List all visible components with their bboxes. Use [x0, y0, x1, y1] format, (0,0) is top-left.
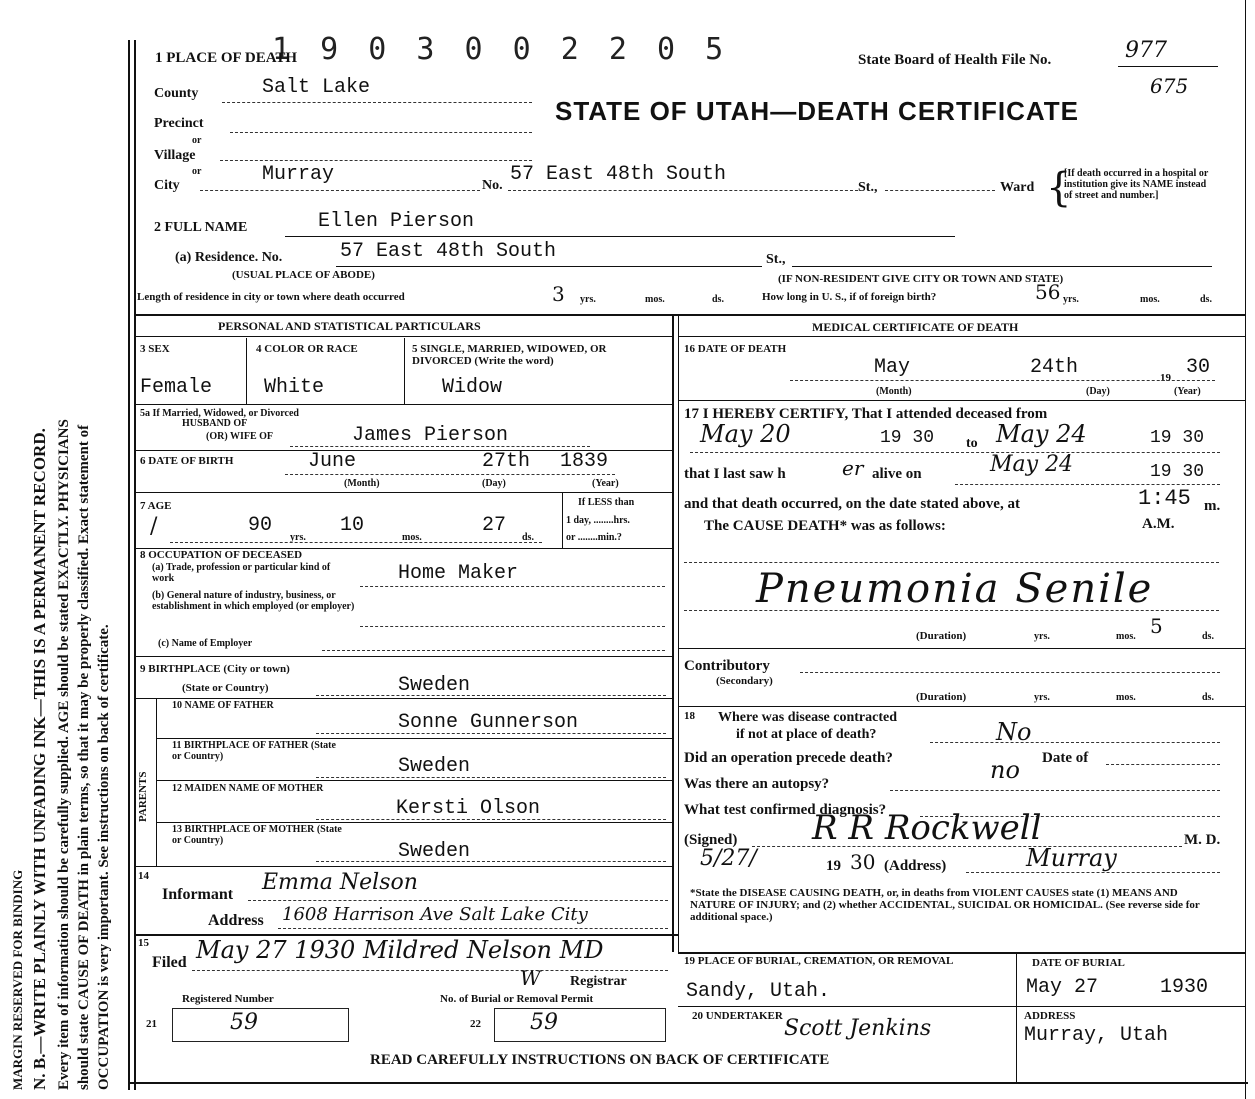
secondary-label: (Secondary)	[716, 675, 773, 687]
informant-address-line	[278, 928, 668, 929]
occupation-a-label: (a) Trade, profession or particular kind of work	[152, 562, 331, 584]
burial-divider	[1016, 952, 1017, 1082]
attended-to-year: 19 30	[1150, 428, 1205, 448]
birthplace-sub-label: (State or Country)	[182, 682, 269, 694]
dod-month: May	[874, 356, 911, 379]
father-birthplace-line	[316, 777, 666, 778]
age-mos-label: mos.	[402, 532, 422, 543]
date-of-death-label: 16 DATE OF DEATH	[684, 343, 787, 355]
ward-label: Ward	[1000, 180, 1035, 195]
undertaker-label: 20 UNDERTAKER	[692, 1010, 783, 1022]
autopsy-label: Was there an autopsy?	[684, 776, 830, 792]
occupation-line	[360, 586, 665, 587]
attended-to: May 24	[996, 420, 1087, 448]
spouse-label-1: 5a If Married, Widowed, or Divorced	[140, 408, 299, 419]
spouse-label-3: (OR) WIFE OF	[206, 431, 274, 442]
undertaker-value: Scott Jenkins	[784, 1016, 932, 1041]
burial-place-value: Sandy, Utah.	[686, 980, 831, 1003]
age-less-divider	[562, 492, 563, 548]
full-name-label: 2 FULL NAME	[154, 220, 248, 235]
last-saw-pronoun: er	[842, 456, 864, 480]
dod-day: 24th	[1030, 356, 1079, 379]
margin-line2: Every item of information should be carefully supplied. AGE should be stated EXACTLY. PHYSICIANS	[56, 419, 72, 1090]
row-rule-7	[156, 738, 672, 739]
color-label: 4 COLOR OR RACE	[256, 343, 358, 355]
age-ds-label: ds.	[522, 532, 534, 543]
place-of-death-label: 1 PLACE OF DEATH	[155, 50, 298, 66]
informant-number: 14	[138, 870, 149, 882]
dob-day: 27th	[482, 450, 531, 473]
father-birthplace-label: 11 BIRTHPLACE OF FATHER (State or Country)	[172, 740, 336, 762]
contrib-duration-label: (Duration)	[916, 691, 967, 703]
undertaker-address-label: ADDRESS	[1024, 1010, 1076, 1022]
certificate-title: STATE OF UTAH—DEATH CERTIFICATE	[555, 96, 1079, 126]
row-rule-9	[156, 822, 672, 823]
abode-note: (USUAL PLACE OF ABODE)	[232, 269, 375, 281]
street-st-label: St.,	[858, 180, 878, 195]
dod-year-prefix: 19	[1160, 372, 1171, 384]
length-ds-label: ds.	[712, 294, 724, 305]
age-months: 10	[340, 514, 365, 537]
precinct-label: Precinct	[154, 116, 204, 131]
dod-year: 30	[1186, 356, 1211, 379]
cause-duration-label: (Duration)	[916, 630, 967, 642]
margin-line4: OCCUPATION is very important. See instructions on back of certificate.	[96, 624, 112, 1090]
registrar-initial: W	[520, 966, 541, 990]
spouse-value: James Pierson	[352, 424, 509, 447]
full-name-value: Ellen Pierson	[318, 210, 475, 233]
father-birthplace-value: Sweden	[398, 755, 471, 778]
dob-label: 6 DATE OF BIRTH	[140, 455, 234, 467]
age-yrs-label: yrs.	[290, 532, 306, 543]
street-value: 57 East 48th South	[510, 163, 727, 186]
burial-date-label: DATE OF BURIAL	[1032, 957, 1125, 969]
page-edge	[1245, 0, 1246, 1099]
informant-label: Informant	[162, 886, 234, 903]
cause-ds-label: ds.	[1202, 631, 1214, 642]
state-file-number-extra: 675	[1150, 74, 1189, 98]
personal-section-title: PERSONAL AND STATISTICAL PARTICULARS	[218, 319, 481, 333]
length-yrs-label: yrs.	[580, 294, 596, 305]
occupation-value: Home Maker	[398, 562, 519, 585]
burial-permit-prefix: 22	[470, 1018, 481, 1030]
burial-permit-label: No. of Burial or Removal Permit	[440, 993, 594, 1005]
filed-value: May 27 1930 Mildred Nelson MD	[196, 936, 604, 964]
column-divider-inner	[678, 314, 679, 952]
form-left-rule-inner	[134, 40, 136, 1090]
sex-label: 3 SEX	[140, 343, 170, 355]
registered-number-prefix: 21	[146, 1018, 157, 1030]
signed-date: 5/27/	[700, 846, 757, 871]
signed-address-value: Murray	[1026, 844, 1117, 872]
county-label: County	[154, 86, 199, 101]
city-label: City	[154, 178, 180, 193]
contributory-label: Contributory	[684, 658, 770, 674]
filed-label: Filed	[152, 954, 187, 971]
md-label: M. D.	[1184, 832, 1221, 848]
spouse-label-2: HUSBAND OF	[182, 418, 248, 429]
burial-place-label: 19 PLACE OF BURIAL, CREMATION, OR REMOVAL	[684, 955, 954, 967]
med-rule-2	[678, 648, 1245, 649]
cause-duration-mos: 5	[1150, 614, 1163, 638]
cause-yrs-label: yrs.	[1034, 631, 1050, 642]
dod-line	[790, 380, 1215, 381]
precinct-line	[230, 132, 532, 133]
autopsy-line	[890, 790, 1220, 791]
file-stamp-number: 1 9 0 3 0 0 2 2 0 5	[272, 32, 730, 67]
ward-line	[885, 190, 995, 191]
parents-divider	[156, 698, 157, 866]
contracted-line	[930, 742, 1220, 743]
dob-year-caption: (Year)	[592, 478, 619, 489]
column-divider	[672, 314, 674, 952]
cause-line-1	[684, 562, 1219, 563]
state-file-line	[1118, 66, 1218, 67]
how-long-in-us-years: 56	[1035, 280, 1061, 304]
state-file-number: 977	[1125, 38, 1167, 63]
burial-permit-value: 59	[530, 1010, 558, 1035]
filed-line	[192, 970, 668, 971]
age-days: 27	[482, 514, 507, 537]
mother-birthplace-line	[316, 861, 666, 862]
test-label: What test confirmed diagnosis?	[684, 802, 887, 818]
contributory-line	[800, 672, 1220, 673]
undertaker-address-value: Murray, Utah	[1024, 1024, 1169, 1047]
registered-number-value: 59	[230, 1010, 258, 1035]
residence-line	[336, 266, 762, 267]
mother-name-label: 12 MAIDEN NAME OF MOTHER	[172, 783, 324, 794]
hospital-note: [If death occurred in a hospital or institution give its NAME instead of street and number.]	[1064, 168, 1209, 201]
cause-mos-label: mos.	[1116, 631, 1136, 642]
burial-date-value: May 27	[1026, 976, 1099, 999]
autopsy-value: no	[990, 756, 1020, 784]
residence-line-2	[792, 266, 1212, 267]
operation-date-line	[1106, 764, 1220, 765]
length-mos-label: mos.	[645, 294, 665, 305]
last-saw-date: May 24	[990, 452, 1074, 477]
less-than-label-1: If LESS than	[578, 497, 635, 508]
attended-line	[690, 452, 1220, 453]
registered-number-box	[172, 1008, 349, 1042]
physician-signature: R R Rockwell	[812, 808, 1042, 848]
residence-value: 57 East 48th South	[340, 240, 557, 263]
contrib-ds-label: ds.	[1202, 692, 1214, 703]
birthplace-value: Sweden	[398, 674, 471, 697]
age-label: 7 AGE	[140, 500, 172, 512]
village-label: Village	[154, 148, 196, 163]
county-line	[222, 102, 532, 103]
parents-label: PARENTS	[137, 771, 149, 822]
us-ds-label: ds.	[1200, 294, 1212, 305]
registrar-label: Registrar	[570, 974, 627, 989]
length-of-residence-years: 3	[552, 282, 565, 306]
employer-line	[322, 650, 665, 651]
informant-address-label: Address	[208, 912, 264, 929]
form-bottom-rule	[128, 1082, 1248, 1084]
attended-to-label: to	[966, 436, 978, 451]
burial-year-value: 1930	[1160, 976, 1209, 999]
birthplace-label: 9 BIRTHPLACE (City or town)	[140, 663, 290, 675]
attended-from-year: 19 30	[880, 428, 935, 448]
death-time-am: A.M.	[1142, 516, 1175, 532]
medical-section-title: MEDICAL CERTIFICATE OF DEATH	[812, 320, 1019, 334]
street-line	[508, 190, 858, 191]
row-rule-3	[134, 492, 672, 493]
contracted-label-1: Where was disease contracted	[718, 710, 897, 725]
color-value: White	[264, 376, 325, 399]
occupation-b-label: (b) General nature of industry, business, or establishment in which employed (or employer)	[152, 590, 355, 612]
us-mos-label: mos.	[1140, 294, 1160, 305]
med-rule-3	[678, 706, 1245, 707]
signed-label: (Signed)	[684, 832, 738, 848]
cause-line-2	[684, 610, 1219, 611]
signed-year-prefix: 19	[826, 858, 841, 874]
father-name-value: Sonne Gunnerson	[398, 711, 579, 734]
occupation-label: 8 OCCUPATION OF DECEASED	[140, 549, 303, 561]
death-time-m: m.	[1204, 498, 1221, 514]
signed-year: 30	[850, 850, 876, 874]
contrib-yrs-label: yrs.	[1034, 692, 1050, 703]
sex-value: Female	[140, 376, 213, 399]
occupation-b-line	[360, 626, 665, 627]
mother-name-value: Kersti Olson	[396, 797, 541, 820]
burial-permit-box	[494, 1008, 666, 1042]
marital-value: Widow	[442, 376, 503, 399]
father-line	[316, 733, 666, 734]
certify-text: 17 I HEREBY CERTIFY, That I attended deceased from	[684, 406, 1048, 422]
last-saw-line	[955, 484, 1220, 485]
row-rule-1	[134, 404, 672, 405]
footer-instructions: READ CAREFULLY INSTRUCTIONS ON BACK OF CERTIFICATE	[370, 1052, 830, 1068]
us-yrs-label: yrs.	[1063, 294, 1079, 305]
mother-line	[316, 819, 666, 820]
marital-label: 5 SINGLE, MARRIED, WIDOWED, OR DIVORCED (Write the word)	[412, 343, 607, 367]
med-rule-5	[678, 1006, 1245, 1007]
signed-address-label: (Address)	[884, 858, 947, 874]
age-years: 90	[248, 514, 273, 537]
death-occurred-text: and that death occurred, on the date stated above, at	[684, 496, 1020, 512]
birthplace-line	[316, 695, 666, 696]
sex-divider	[246, 338, 247, 404]
last-saw-text: that I last saw h	[684, 466, 786, 482]
q18-number: 18	[684, 710, 695, 722]
mother-birthplace-label: 13 BIRTHPLACE OF MOTHER (State or Country)	[172, 824, 342, 846]
row-rule-6	[134, 698, 672, 699]
contrib-mos-label: mos.	[1116, 692, 1136, 703]
dob-year: 1839	[560, 450, 609, 473]
dob-month: June	[308, 450, 357, 473]
less-than-label-2: 1 day, ........hrs.	[566, 515, 630, 526]
medical-title-rule	[678, 336, 1245, 337]
operation-date-label: Date of	[1042, 750, 1089, 766]
informant-line	[248, 900, 668, 901]
row-rule-10	[134, 866, 672, 867]
or-label-2: or	[192, 166, 202, 177]
dod-year-caption: (Year)	[1174, 386, 1201, 397]
street-no-label: No.	[482, 178, 503, 193]
occupation-c-label: (c) Name of Employer	[158, 638, 253, 649]
form-left-rule	[128, 40, 130, 1090]
city-line	[200, 190, 480, 191]
filed-number: 15	[138, 937, 149, 949]
spouse-line	[290, 446, 590, 447]
signature-line	[752, 846, 1182, 847]
row-rule-8	[156, 780, 672, 781]
alive-on-label: alive on	[872, 466, 922, 482]
father-name-label: 10 NAME OF FATHER	[172, 700, 274, 711]
informant-address-value: 1608 Harrison Ave Salt Lake City	[282, 904, 588, 925]
contracted-value: No	[996, 718, 1032, 746]
operation-label: Did an operation precede death?	[684, 750, 893, 766]
city-value: Murray	[262, 163, 335, 186]
dod-month-caption: (Month)	[876, 386, 912, 397]
row-rule-5	[134, 656, 672, 657]
residence-label: (a) Residence. No.	[175, 250, 283, 265]
residence-st-label: St.,	[766, 252, 786, 267]
full-name-line	[285, 236, 955, 237]
informant-value: Emma Nelson	[262, 870, 418, 895]
county-value: Salt Lake	[262, 76, 371, 99]
registered-number-label: Registered Number	[182, 993, 274, 1005]
attended-from: May 20	[700, 420, 791, 448]
dod-day-caption: (Day)	[1086, 386, 1110, 397]
section-rule-top	[134, 314, 1245, 316]
state-file-label: State Board of Health File No.	[858, 52, 1052, 68]
margin-line3: should state CAUSE OF DEATH in plain terms, so that it may be properly classified. Exact statement of	[76, 424, 92, 1090]
contracted-label-2: if not at place of death?	[736, 727, 877, 742]
dob-month-caption: (Month)	[344, 478, 380, 489]
village-line	[220, 160, 532, 161]
cause-value: Pneumonia Senile	[756, 566, 1154, 612]
mother-birthplace-value: Sweden	[398, 840, 471, 863]
how-long-in-us-label: How long in U. S., if of foreign birth?	[762, 291, 937, 303]
cause-instructions-note: *State the DISEASE CAUSING DEATH, or, in deaths from VIOLENT CAUSES state (1) MEANS AND NATURE OF INJURY; and (2) whether ACCIDENTAL, SUICIDAL OR HOMICIDAL. (See reverse side for additional space.)	[690, 887, 1200, 923]
death-time: 1:45	[1138, 486, 1191, 511]
ward-bracket: {	[1046, 165, 1072, 211]
less-than-label-3: or ........min.?	[566, 532, 622, 543]
dob-line	[285, 474, 615, 475]
signed-address-line	[966, 872, 1220, 873]
personal-title-rule	[134, 336, 672, 337]
age-mark: /	[150, 514, 158, 539]
age-line	[170, 542, 542, 543]
margin-line1: N. B.—WRITE PLAINLY WITH UNFADING INK—THIS IS A PERMANENT RECORD.	[30, 428, 49, 1090]
med-rule-4	[678, 952, 1245, 954]
color-divider	[404, 338, 405, 404]
med-rule-1	[678, 400, 1245, 401]
nonresident-note: (IF NON-RESIDENT GIVE CITY OR TOWN AND STATE)	[778, 273, 1064, 285]
or-label-1: or	[192, 135, 202, 146]
margin-reserved: MARGIN RESERVED FOR BINDING	[10, 869, 25, 1090]
cause-label: The CAUSE DEATH* was as follows:	[704, 518, 946, 534]
last-saw-year: 19 30	[1150, 462, 1205, 482]
dob-day-caption: (Day)	[482, 478, 506, 489]
length-of-residence-label: Length of residence in city or town where death occurred	[137, 291, 405, 303]
